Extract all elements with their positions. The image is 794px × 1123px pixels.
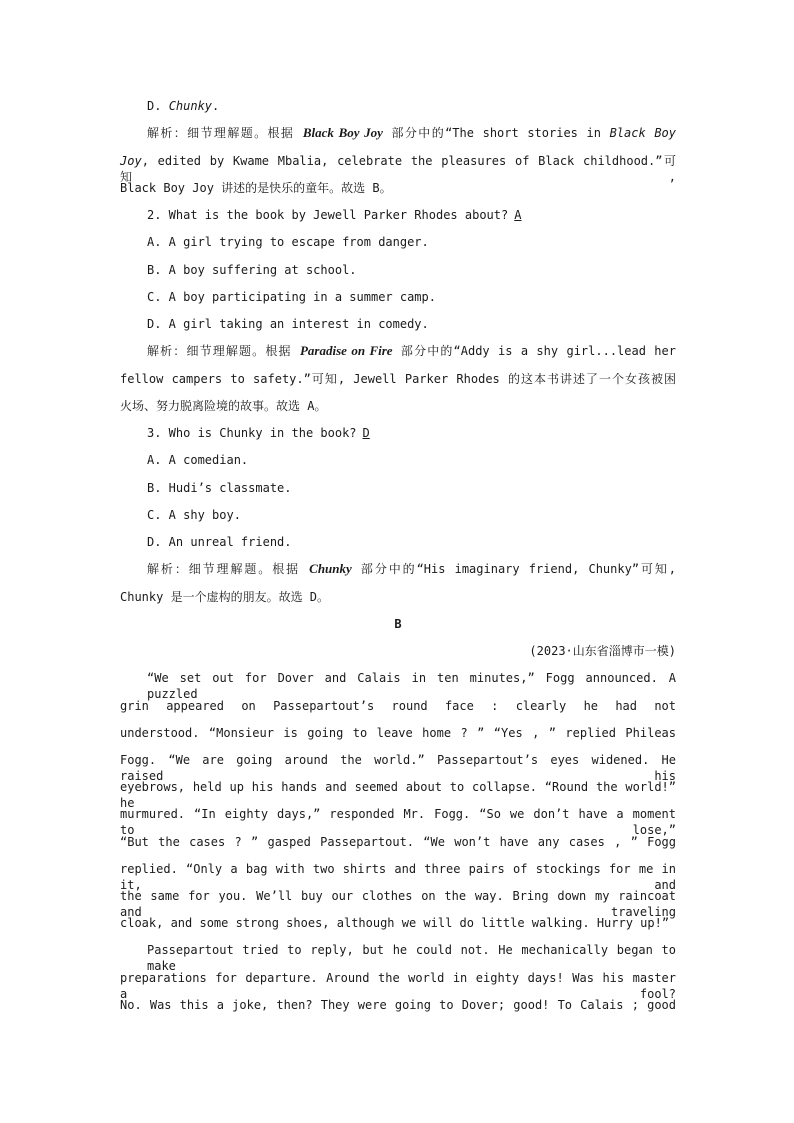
passage-line: understood. “Monsieur is going to leave home ? ” “Yes , ” replied Phileas [120, 726, 676, 740]
q1-analysis-line-3: Black Boy Joy 讲述的是快乐的童年。故选 B。 [120, 181, 392, 195]
q3-option-d: D. An unreal friend. [147, 535, 292, 549]
analysis-text: , edited by Kwame Mbalia, celebrate the pleasures of Black childhood.”可知, [120, 154, 676, 184]
option-text: Chunky [168, 99, 213, 113]
q3-analysis-line-2: Chunky 是一个虚构的朋友。故选 D。 [120, 590, 330, 604]
question-text: 2. What is the book by Jewell Parker Rhodes about? [147, 208, 509, 222]
passage-line: the same for you. We’ll buy our clothes on the way. Bring down my raincoat and traveling [120, 889, 676, 919]
q3-option-c: C. A shy boy. [147, 508, 241, 522]
analysis-text: 部分中的“His imaginary friend, Chunky”可知, [351, 562, 676, 576]
passage-line: eyebrows, held up his hands and seemed about to collapse. “Round the world!” he [120, 780, 676, 810]
q2-analysis-line-1 [147, 343, 676, 359]
q2-analysis-line-2: fellow campers to safety.”可知, Jewell Parker Rhodes 的这本书讲述了一个女孩被困 [120, 372, 676, 386]
source-note: (2023·山东省淄博市一模) [529, 644, 676, 658]
q2-option-a: A. A girl trying to escape from danger. [147, 235, 429, 249]
passage-line: preparations for departure. Around the world in eighty days! Was his master a fool? [120, 971, 676, 1001]
passage-line: “But the cases ? ” gasped Passepartout. “We won’t have any cases , ” Fogg [120, 835, 676, 849]
book-title: Joy [120, 154, 142, 168]
q3-analysis-line-1 [147, 561, 676, 577]
option-label: D. [147, 99, 169, 113]
passage-line: murmured. “In eighty days,” responded Mr. Fogg. “So we don’t have a moment to lose,” [120, 807, 676, 837]
q2-question [147, 207, 676, 223]
book-title: Black Boy Joy [302, 125, 383, 140]
q2-option-d: D. A girl taking an interest in comedy. [147, 317, 429, 331]
analysis-text: 部分中的“Addy is a shy girl...lead her [392, 344, 676, 358]
section-heading: B [394, 617, 402, 631]
q2-analysis-line-3: 火场、努力脱离险境的故事。故选 A。 [120, 399, 327, 413]
passage-line: Fogg. “We are going around the world.” Passepartout’s eyes widened. He raised his [120, 753, 676, 783]
passage-line: “We set out for Dover and Calais in ten minutes,” Fogg announced. A puzzled [147, 671, 676, 701]
q3-option-b: B. Hudi’s classmate. [147, 481, 292, 495]
q1-option-d [147, 98, 676, 114]
q3-option-a: A. A comedian. [147, 453, 249, 467]
book-title: Chunky [309, 561, 352, 576]
option-punct: . [212, 99, 220, 113]
passage-line: No. Was this a joke, then? They were going to Dover; good! To Calais ; good [120, 998, 676, 1012]
passage-line: cloak, and some strong shoes, although we will do little walking. Hurry up!” [120, 916, 670, 930]
book-title: Paradise on Fire [299, 343, 393, 358]
question-text: 3. Who is Chunky in the book? [147, 426, 357, 440]
q1-analysis-line-1 [147, 125, 676, 141]
answer-blank: A [514, 208, 522, 222]
analysis-text: 解析：细节理解题。根据 [147, 344, 300, 358]
q2-option-c: C. A boy participating in a summer camp. [147, 290, 436, 304]
answer-blank: D [362, 426, 370, 440]
passage-line: grin appeared on Passepartout’s round face : clearly he had not [120, 699, 676, 713]
passage-line: replied. “Only a bag with two shirts and three pairs of stockings for me in it, and [120, 862, 676, 892]
analysis-text: 解析：细节理解题。根据 [147, 126, 303, 140]
book-title: Black Boy [609, 126, 676, 140]
passage-line: Passepartout tried to reply, but he could not. He mechanically began to make [147, 943, 676, 973]
analysis-text: 部分中的“The short stories in [382, 126, 610, 140]
q3-question [147, 425, 676, 441]
analysis-text: 解析：细节理解题。根据 [147, 562, 310, 576]
q2-option-b: B. A boy suffering at school. [147, 263, 357, 277]
